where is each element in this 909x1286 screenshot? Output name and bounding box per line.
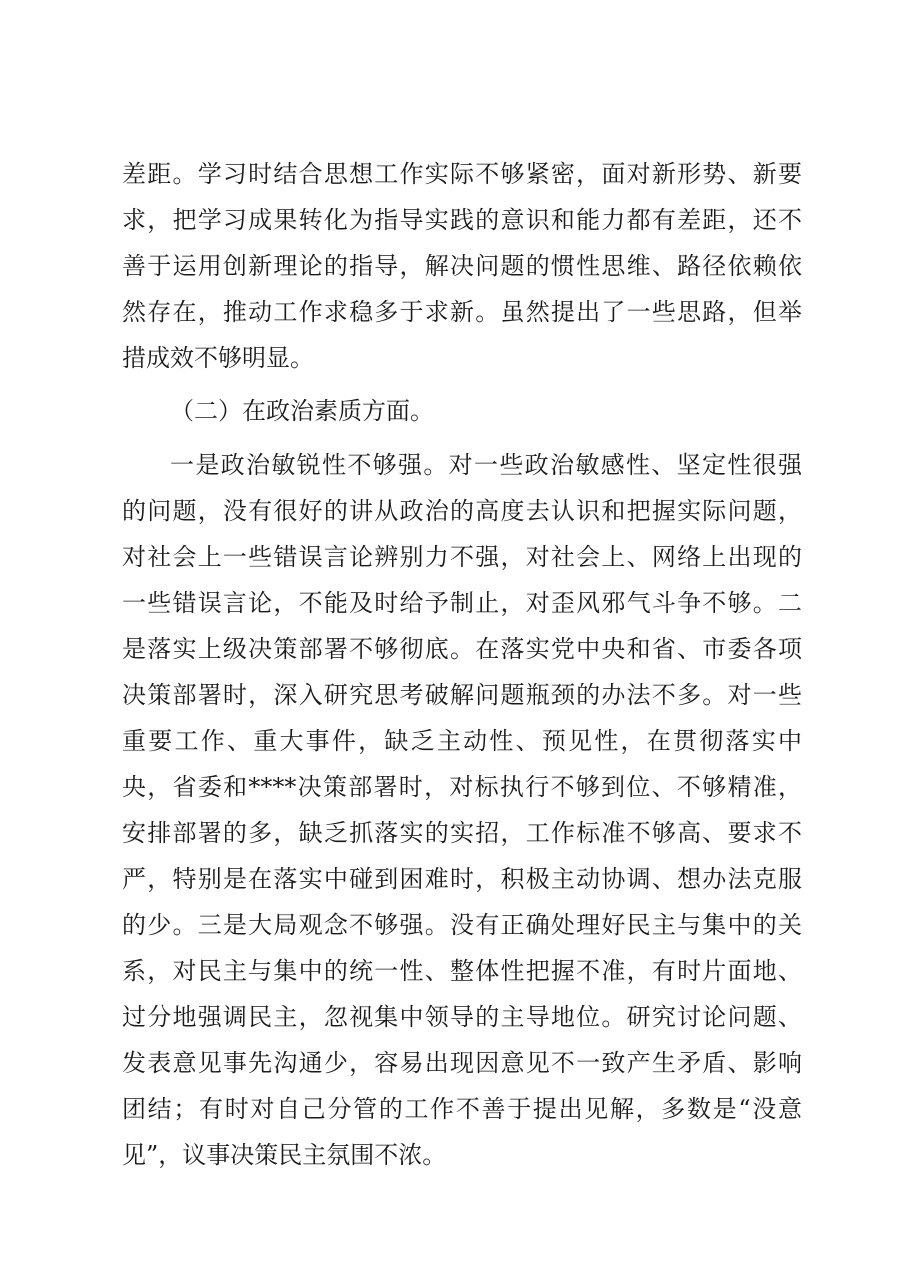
- paragraph-2-line-5: 是落实上级决策部署不够彻底。在落实党中央和省、市委各项: [122, 635, 802, 663]
- paragraph-2-line-7: 重要工作、重大事件，缺乏主动性、预见性，在贯彻落实中: [122, 727, 802, 755]
- paragraph-2-line-1: 一是政治敏锐性不够强。对一些政治敏感性、坚定性很强: [170, 451, 802, 479]
- section-heading: （二）在政治素质方面。: [170, 397, 434, 425]
- paragraph-1-line-4: 然存在，推动工作求稳多于求新。虽然提出了一些思路，但举: [122, 298, 802, 326]
- paragraph-2-line-16: 见”，议事决策民主氛围不浓。: [122, 1141, 447, 1169]
- paragraph-2-line-9: 安排部署的多，缺乏抓落实的实招，工作标准不够高、要求不: [122, 819, 802, 847]
- paragraph-2-line-13: 过分地强调民主，忽视集中领导的主导地位。研究讨论问题、: [122, 1003, 802, 1031]
- paragraph-2-line-8: 央，省委和****决策部署时，对标执行不够到位、不够精准，: [122, 773, 802, 801]
- paragraph-2-line-12: 系，对民主与集中的统一性、整体性把握不准，有时片面地、: [122, 957, 802, 985]
- paragraph-2-line-11: 的少。三是大局观念不够强。没有正确处理好民主与集中的关: [122, 911, 802, 939]
- paragraph-1-line-2: 求，把学习成果转化为指导实践的意识和能力都有差距，还不: [122, 206, 802, 234]
- paragraph-2-line-2: 的问题，没有很好的讲从政治的高度去认识和把握实际问题，: [122, 497, 802, 525]
- paragraph-1-line-1: 差距。学习时结合思想工作实际不够紧密，面对新形势、新要: [122, 160, 802, 188]
- paragraph-2-line-15: 团结；有时对自己分管的工作不善于提出见解，多数是“没意: [122, 1095, 802, 1123]
- paragraph-2-line-6: 决策部署时，深入研究思考破解问题瓶颈的办法不多。对一些: [122, 681, 802, 709]
- paragraph-2-line-10: 严，特别是在落实中碰到困难时，积极主动协调、想办法克服: [122, 865, 802, 893]
- paragraph-2-line-3: 对社会上一些错误言论辨别力不强，对社会上、网络上出现的: [122, 543, 802, 571]
- paragraph-2-line-4: 一些错误言论，不能及时给予制止，对歪风邪气斗争不够。二: [122, 589, 802, 617]
- paragraph-2-line-14: 发表意见事先沟通少，容易出现因意见不一致产生矛盾、影响: [122, 1049, 802, 1077]
- paragraph-1-line-3: 善于运用创新理论的指导，解决问题的惯性思维、路径依赖依: [122, 252, 802, 280]
- paragraph-1-line-5: 措成效不够明显。: [122, 344, 314, 372]
